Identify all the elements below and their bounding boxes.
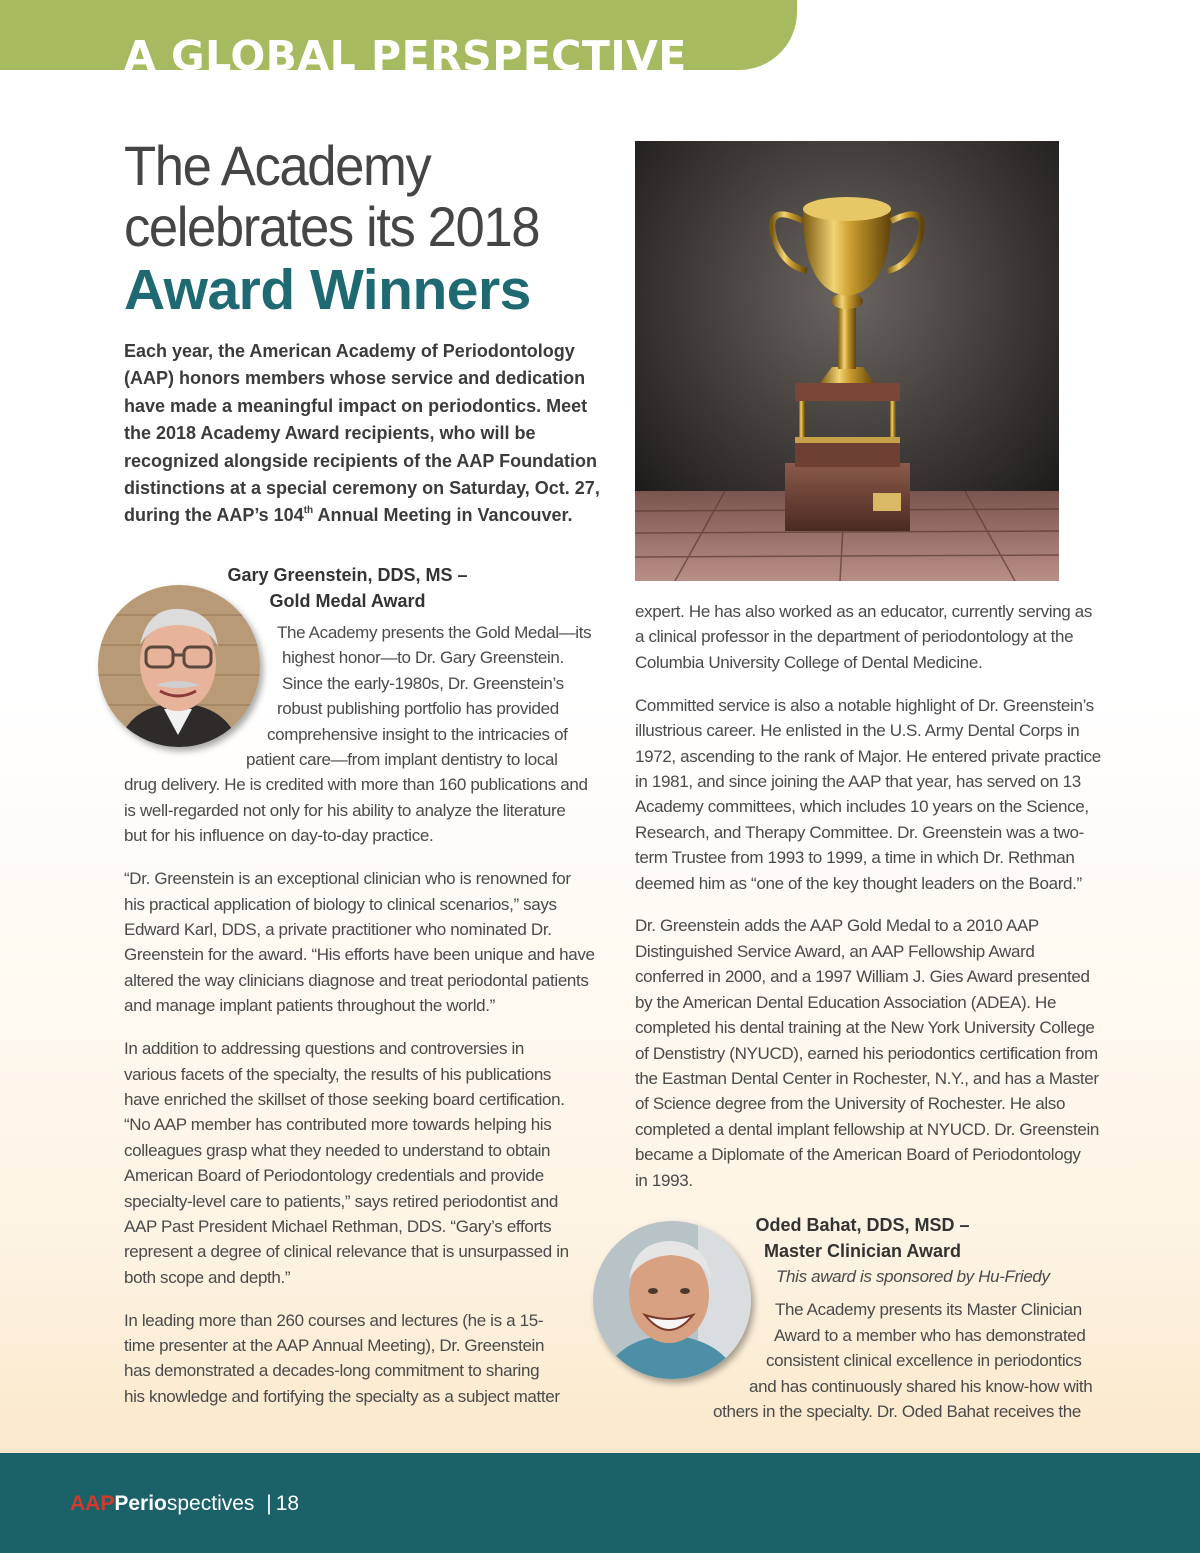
award-gold-medal-title [220,562,475,614]
body-line: his practical application of biology to clinical scenarios,” says [124,894,557,914]
body-line: comprehensive insight to the intricacies of [267,724,568,744]
headline-line-1: The Academy [124,134,431,197]
body-line: various facets of the specialty, the results of his publications [124,1064,552,1084]
section-banner [0,0,797,70]
award-master-clinician-name: Master Clinician Award [763,1241,962,1261]
body-line: Dr. Greenstein adds the AAP Gold Medal to a 2010 AAP [635,916,1039,936]
footer-brand-aap: AAP [70,1492,115,1515]
body-line: drug delivery. He is credited with more than 160 publications and [124,775,588,795]
body-line: illustrious career. He enlisted in the U.S. Army Dental Corps in [635,721,1080,741]
body-line: conferred in 2000, and a 1997 William J. Gies Award presented [635,967,1090,987]
award-sponsor-note: This award is sponsored by Hu-Friedy [776,1267,1050,1286]
award-gold-medal-col2 [635,599,1125,1193]
trophy-photo [635,141,1059,581]
body-line: Academy committees, which includes 10 years on the Science, [635,797,1089,817]
body-line: Research, and Therapy Committee. Dr. Greenstein was a two- [635,822,1084,842]
body-line: In addition to addressing questions and controversies in [124,1039,524,1059]
body-line: specialty-level care to patients,” says retired periodontist and [124,1191,558,1211]
intro-line: recognized alongside recipients of the AAP Foundation [124,450,598,471]
award-gold-medal-col1 [124,620,604,1409]
article-intro [124,338,602,530]
body-line: The Academy presents its Master Clinician [775,1300,1082,1320]
body-line: both scope and depth.” [124,1267,291,1287]
body-line: highest honor—to Dr. Gary Greenstein. [282,648,564,668]
award-master-clinician-text [635,1264,1115,1424]
intro-ordinal-suffix: th [303,505,314,517]
body-line: completed his dental training at the New York University College [635,1018,1095,1038]
body-line: 1972, ascending to the rank of Major. He entered private practice [635,746,1101,766]
intro-line: Each year, the American Academy of Periodontology [124,341,575,361]
body-line: Columbia University College of Dental Medicine. [635,652,983,672]
body-line: AAP Past President Michael Rethman, DDS. “Gary’s efforts [124,1216,552,1236]
footer-brand-perio: Perio [114,1492,167,1515]
body-line: term Trustee from 1993 to 1999, a time in which Dr. Rethman [635,848,1075,868]
headline-line-2: celebrates its 2018 [124,195,540,258]
body-line: altered the way clinicians diagnose and treat periodontal patients [124,970,589,990]
trophy-icon [635,141,1059,581]
body-line: Since the early-1980s, Dr. Greenstein’s [282,673,564,693]
intro-line: (AAP) honors members whose service and dedication [124,368,586,389]
award-gold-medal-name: Gold Medal Award [269,591,426,611]
body-line: American Board of Periodontology credentials and provide [124,1166,544,1186]
body-line: represent a degree of clinical relevance that is unsurpassed in [124,1242,569,1262]
footer-separator: | [266,1492,272,1515]
body-line: by the American Dental Education Association (ADEA). He [635,992,1057,1012]
body-line: Committed service is also a notable highlight of Dr. Greenstein’s [635,695,1094,715]
body-line: in 1981, and since joining the AAP that year, has served on 13 [635,771,1081,791]
award-gold-medal-recipient: Gary Greenstein, DDS, MS – [227,565,468,585]
intro-last-post: Annual Meeting in Vancouver. [313,505,573,526]
body-line: Distinguished Service Award, an AAP Fellowship Award [635,941,1035,961]
body-line: robust publishing portfolio has provided [277,699,559,719]
body-line: the Eastman Dental Center in Rochester, N.Y., and has a Master [635,1068,1099,1088]
body-line: Award to a member who has demonstrated [774,1325,1086,1345]
body-line: deemed him as “one of the key thought leaders on the Board.” [635,873,1082,893]
body-line: in 1993. [635,1170,693,1190]
footer-brand [70,1489,299,1519]
intro-line-last [124,502,602,529]
footer-brand-spectives: spectives [166,1492,255,1515]
body-line: The Academy presents the Gold Medal—its [277,623,592,642]
body-line: but for his influence on day-to-day practice. [124,826,434,846]
body-line: became a Diplomate of the American Board of Periodontology [635,1145,1081,1165]
body-line: In leading more than 260 courses and lectures (he is a 15- [124,1310,544,1330]
body-line: patient care—from implant dentistry to local [246,750,558,770]
body-line: colleagues grasp what they needed to understand to obtain [124,1140,551,1160]
body-line: completed a dental implant fellowship at NYUCD. Dr. Greenstein [635,1119,1099,1139]
body-line: a clinical professor in the department of periodontology at the [635,627,1074,647]
headline-bold: Award Winners [124,258,531,322]
intro-line: have made a meaningful impact on periodontics. Meet [124,395,588,416]
footer-page-number: 18 [275,1492,300,1515]
body-line: of Denstistry (NYUCD), earned his periodontics certification from [635,1043,1098,1063]
body-line: and has continuously shared his know-how with [749,1376,1093,1396]
body-line: “No AAP member has contributed more towards helping his [124,1115,552,1135]
body-line: Edward Karl, DDS, a private practitioner who nominated Dr. [124,919,552,939]
body-line: expert. He has also worked as an educator, currently serving as [635,602,1093,621]
body-line: have enriched the skillset of those seeking board certification. [124,1089,565,1109]
body-line: consistent clinical excellence in periodontics [766,1351,1082,1371]
intro-line: the 2018 Academy Award recipients, who will be [124,423,536,444]
body-line: and manage implant patients throughout the world.” [124,996,495,1016]
intro-line: distinctions at a special ceremony on Saturday, Oct. 27, [124,478,600,499]
body-line: time presenter at the AAP Annual Meeting), Dr. Greenstein [124,1336,545,1356]
award-master-clinician-title [735,1212,990,1264]
article-headline [124,135,604,322]
body-line: of Science degree from the University of Rochester. He also [635,1094,1066,1114]
body-line: others in the specialty. Dr. Oded Bahat receives the [713,1402,1081,1422]
body-line: “Dr. Greenstein is an exceptional clinician who is renowned for [124,869,571,889]
body-line: Greenstein for the award. “His efforts have been unique and have [124,945,595,965]
body-line: has demonstrated a decades-long commitment to sharing [124,1361,540,1381]
body-line: is well-regarded not only for his ability to analyze the literature [124,800,566,820]
section-banner-title: A GLOBAL PERSPECTIVE [124,32,687,70]
award-master-clinician-recipient: Oded Bahat, DDS, MSD – [755,1215,970,1235]
intro-last-pre: during the AAP’s 104 [124,505,304,526]
body-line: his knowledge and fortifying the specialty as a subject matter [124,1386,560,1406]
